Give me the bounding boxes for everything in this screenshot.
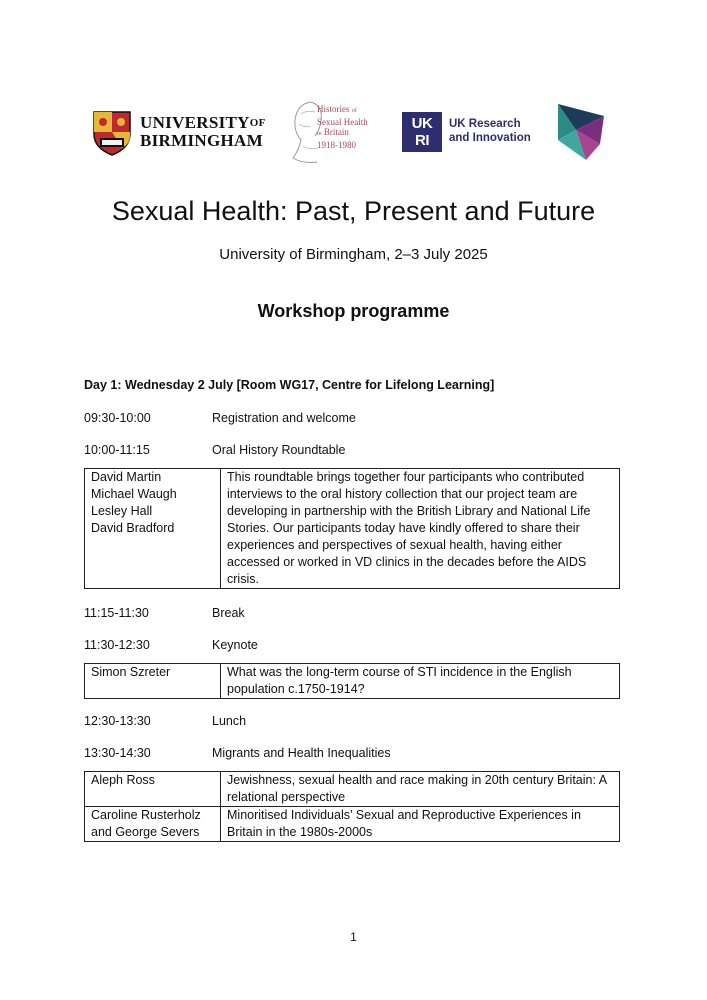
slot-label: Registration and welcome [212,411,356,425]
slot-time: 12:30-13:30 [84,714,151,728]
page-number: 1 [350,930,357,944]
programme-heading: Workshop programme [257,301,450,321]
slot-time: 10:00-11:15 [84,443,150,457]
table-row [85,807,620,842]
participant-name: David Martin [91,470,162,484]
ukri-box-line2: RI [415,132,429,149]
slot-label: Lunch [212,714,247,728]
migrants-table [84,771,620,842]
page-title: Sexual Health: Past, Present and Future [111,196,596,226]
speaker-name: Caroline Rusterholz and George Severs [85,807,221,842]
slot-time: 11:30-12:30 [84,638,150,652]
ukri-box [402,112,442,152]
speaker-name: Simon Szreter [85,664,221,699]
uob-line2: BIRMINGHAM [140,131,263,150]
hosh-line2: Sexual Health [317,116,368,127]
slot-label: Keynote [212,638,258,652]
triangle-mark-icon [552,100,610,162]
participant-name: Lesley Hall [91,504,153,518]
slot-label: Migrants and Health Inequalities [212,746,391,760]
slot-time: 13:30-14:30 [84,746,151,760]
uob-of: OF [249,117,266,129]
slot-time: 09:30-10:00 [84,411,151,425]
speaker-name: Aleph Ross [85,772,221,807]
page-subtitle: University of Birmingham, 2–3 July 2025 [219,246,488,263]
ukri-logo [402,112,542,152]
talk-title: Jewishness, sexual health and race making in 20th century Britain: A relational perspective [221,772,620,807]
ukri-wordmark [449,117,531,145]
ukri-line2: and Innovation [449,132,531,144]
uob-line1: UNIVERSITY [140,113,250,132]
roundtable-table [84,468,620,589]
hosh-line4: 1918-1980 [317,139,356,150]
day1-heading: Day 1: Wednesday 2 July [Room WG17, Centre for Lifelong Learning] [84,378,495,392]
participant-name: Michael Waugh [91,487,177,501]
table-row [85,469,620,589]
slot-label: Oral History Roundtable [212,443,346,457]
hosh-line1: Histories [317,104,350,114]
ukri-box-line1: UK [411,115,433,132]
roundtable-description: This roundtable brings together four participants who contributed interviews to the oral history collection that our project team are developing in partnership with the British Library and National Life Stories. Our participants today have kindly offered to share their experiences and perspectives of sexual health, having either accessed or worked in VD clinics in the decades before the AIDS crisis. [221,469,620,589]
hosh-wordmark [317,104,368,150]
table-row [85,664,620,699]
hosh-in: in [317,131,322,137]
logo-bar [92,98,612,168]
uob-shield-icon [92,110,132,156]
slot-time: 11:15-11:30 [84,606,149,620]
slot-label: Break [212,606,245,620]
university-of-birmingham-logo [92,110,282,156]
table-row [85,772,620,807]
participant-names [85,469,221,589]
uob-wordmark [140,114,266,150]
hosh-of: of [351,108,357,114]
ukri-line1: UK Research [449,118,521,130]
talk-title: Minoritised Individuals’ Sexual and Reproductive Experiences in Britain in the 1980s-2000s [221,807,620,842]
hosh-line3: Britain [323,127,349,137]
keynote-table [84,663,620,699]
talk-title: What was the long-term course of STI incidence in the English population c.1750-1914? [221,664,620,699]
histories-of-sexual-health-logo [289,98,379,168]
participant-name: David Bradford [91,521,175,535]
